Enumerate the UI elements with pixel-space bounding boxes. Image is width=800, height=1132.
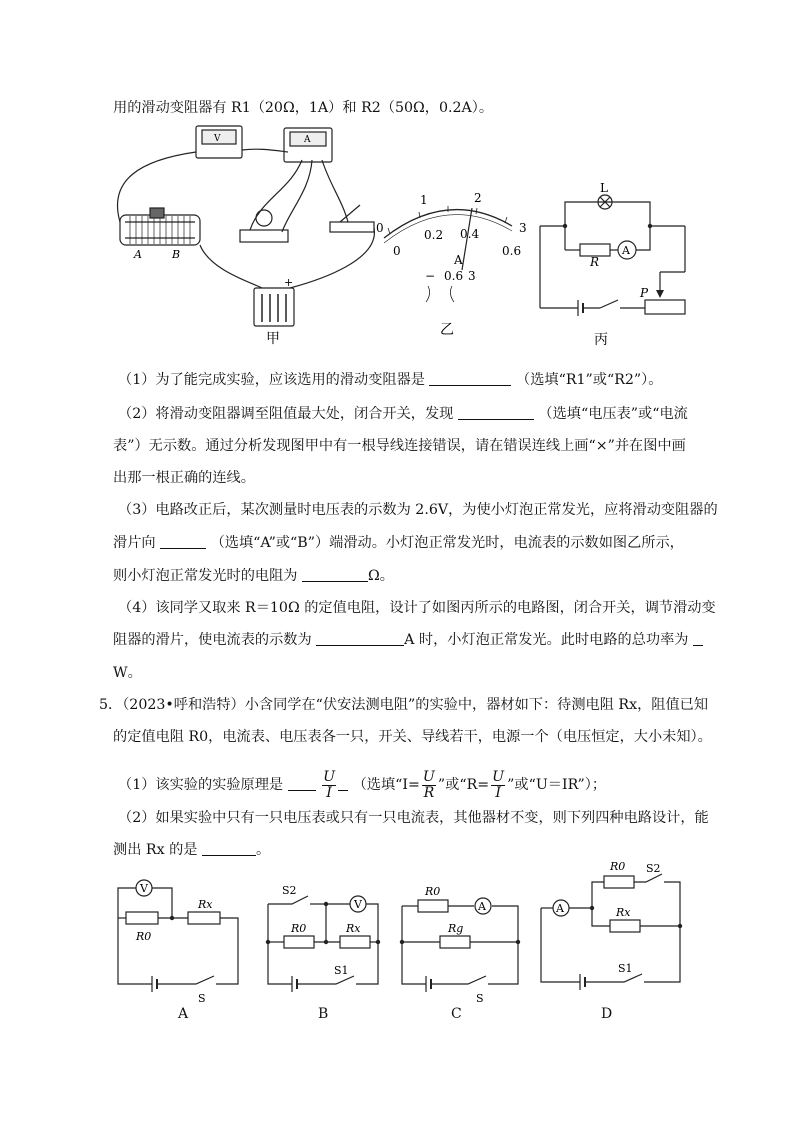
option-label-c[interactable]: C [451,1006,462,1022]
option-d-s2: S2 [646,862,661,875]
circuit-bing-R: R [590,255,600,269]
q4-part3-cont: 滑片向 （选填“A”或“B”）端滑动。小灯泡正常发光时，电流表的示数如图乙所示， [113,535,684,551]
q5-stem: 5．（2023•呼和浩特）小含同学在“伏安法测电阻”的实验中，器材如下：待测电阻 Rx，阻值已知 [99,697,709,713]
meter-top-1: 1 [420,193,428,207]
option-c-r0: R0 [425,885,441,898]
svg-text:+: + [284,276,294,289]
option-d-rx: Rx [616,906,631,919]
option-a-switch: S [198,992,206,1005]
meter-top-3: 3 [519,221,527,235]
circuit-option-d [541,874,680,990]
meter-unit: A [454,253,463,267]
q5-part2: （2）如果实验中只有一只电压表或只有一只电流表，其他器材不变，则下列四种电路设计，能 [118,810,709,826]
option-a-rx: Rx [198,898,213,911]
rheostat-terminal-a: A [134,248,142,261]
q4-part3-cont2: 则小灯泡正常发光时的电阻为 Ω。 [113,568,394,584]
q4-part3: （3）电路改正后，某次测量时电压表的示数为 2.6V，为使小灯泡正常发光，应将滑动变阻器的 [118,502,718,518]
option-a-r0: R0 [136,930,152,943]
option-label-b[interactable]: B [318,1006,329,1022]
meter-terminal-3: 3 [468,269,476,283]
option-c-ammeter: A [478,900,486,913]
option-label-d[interactable]: D [601,1006,613,1022]
q5-part2-cont: 测出 Rx 的是 。 [113,842,271,858]
option-c-switch: S [476,992,484,1005]
q4-part4: （4）该同学又取来 R＝10Ω 的定值电阻，设计了如图丙所示的电路图，闭合开关，调节滑动变 [118,600,716,616]
meter-bottom-0: 0 [393,244,401,258]
meter-terminal-06: 0.6 [444,269,464,283]
option-c-rg: Rg [448,922,464,935]
option-b-r0: R0 [291,922,307,935]
option-d-ammeter: A [556,902,564,915]
circuit-bing-L: L [600,181,608,195]
option-b-voltmeter: V [354,898,362,911]
figure-label-yi: 乙 [440,322,454,338]
option-b-s2: S2 [282,884,297,897]
meter-top-2: 2 [474,191,482,205]
q5-stem-cont: 的定值电阻 R0，电流表、电压表各一只，开关、导线若干，电源一个（电压恒定，大小未知）。 [113,729,712,745]
q4-part1: （1）为了能完成实验，应该选用的滑动变阻器是 （选填“R1”或“R2”）。 [118,372,663,388]
answer-fraction: $\frac{U}{I}$ [323,768,336,801]
option-a-voltmeter: V [140,882,148,895]
meter-bottom-2: 0.4 [460,227,480,241]
circuit-bing-P: P [640,286,649,300]
option-b-rx: Rx [346,922,361,935]
option-d-s1: S1 [618,962,633,975]
meter-bottom-1: 0.2 [424,228,444,242]
fraction-u-over-r: $\frac{U}{R}$ [422,768,435,801]
q4-part2-cont2: 出那一根正确的连线。 [113,470,255,486]
svg-text:A: A [304,135,311,145]
rheostat-terminal-b: B [172,248,181,261]
meter-top-0: 0 [376,221,384,235]
circuit-option-c [402,898,518,992]
option-label-a[interactable]: A [178,1006,189,1022]
meter-bottom-3: 0.6 [502,244,522,258]
q4-part2: （2）将滑动变阻器调至阻值最大处，闭合开关，发现 （选填“电压表”或“电流 [118,406,688,422]
meter-terminal-neg: − [425,269,436,283]
q5-part1: （1）该实验的实验原理是 $\frac{U}{I}$ （选填“I= $\frac{U}{R}$ ”或“R= $\frac{U}{I}$ ”或“U＝IR”）； [118,768,607,801]
q4-part4-cont2: W。 [113,665,142,681]
fraction-u-over-i: $\frac{U}{I}$ [492,768,505,801]
q4-part4-cont: 阻器的滑片，使电流表的示数为 A 时，小灯泡正常发光。此时电路的总功率为 [113,630,703,650]
q4-part2-cont: 表”）无示数。通过分析发现图甲中有一根导线连接错误，请在错误连线上画“×”并在图中画 [113,438,686,454]
circuit-bing-A: A [622,244,630,257]
figure-label-bing: 丙 [594,332,608,348]
figure-label-jia: 甲 [266,331,280,347]
intro-line: 用的滑动变阻器有 R1（20Ω，1A）和 R2（50Ω，0.2A）。 [113,100,494,116]
svg-text:V: V [214,134,221,144]
option-b-s1: S1 [334,964,349,977]
option-d-r0: R0 [610,860,626,873]
